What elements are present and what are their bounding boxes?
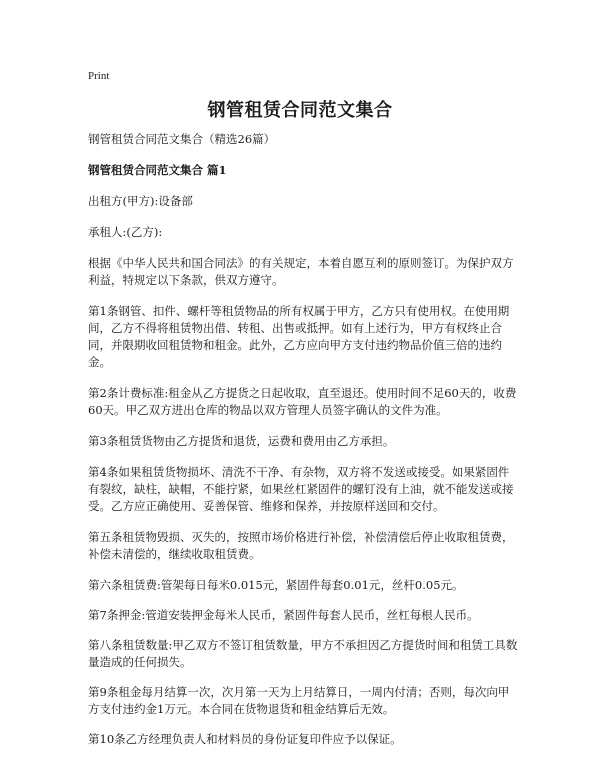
document-subtitle: 钢管租赁合同范文集合（精选26篇）: [88, 132, 276, 146]
section-heading: 钢管租赁合同范文集合 篇1: [88, 163, 227, 177]
paragraph-article-9: 第9条租金每月结算一次，次月第一天为上月结算日，一周内付清；否则，每次向甲方支付违约金1万元。本合同在货物退货和租金结算后无效。: [88, 685, 510, 716]
paragraph-article-6: 第六条租赁费:管架每日每米0.015元，紧固件每套0.01元，丝杆0.05元。: [88, 578, 464, 592]
paragraph-article-4: 第4条如果租赁货物损坏、清洗不干净、有杂物，双方将不发送或接受。如果紧固件有裂纹，缺柱，缺帽，不能拧紧，如果丝杠紧固件的螺钉没有上油，就不能发送或接受。乙方应正确使用、妥善保管、维修和保养，并按原样送回和交付。: [88, 465, 514, 513]
paragraph-preamble: 根据《中华人民共和国合同法》的有关规定，本着自愿互利的原则签订。为保护双方利益，特规定以下条款，供双方遵守。: [88, 256, 514, 287]
paragraph-article-3: 第3条租赁货物由乙方提货和退货，运费和费用由乙方承担。: [88, 434, 395, 448]
paragraph-article-7: 第7条押金:管道安装押金每米人民币，紧固件每套人民币，丝杠每根人民币。: [88, 608, 479, 622]
paragraph-article-8: 第八条租赁数量:甲乙双方不签订租赁数量，甲方不承担因乙方提货时间和租赁工具数量造成的任何损失。: [88, 638, 518, 669]
paragraph-lessor: 出租方(甲方):设备部: [88, 194, 193, 208]
paragraph-article-2: 第2条计费标准:租金从乙方提货之日起收取，直至退还。使用时间不足60天的，收费60天。甲乙双方进出仓库的物品以双方管理人员签字确认的文件为准。: [88, 386, 517, 417]
paragraph-lessee: 承租人:(乙方):: [88, 225, 163, 239]
document-body: [88, 131, 520, 761]
print-label[interactable]: Print: [88, 70, 110, 82]
document-title: 钢管租赁合同范文集合: [207, 100, 393, 121]
paragraph-article-10: 第10条乙方经理负责人和材料员的身份证复印件应予以保证。: [88, 732, 402, 746]
paragraph-article-1: 第1条钢管、扣件、螺杆等租赁物品的所有权属于甲方，乙方只有使用权。在使用期间，乙方不得将租赁物出借、转租、出售或抵押。如有上述行为，甲方有权终止合同，并限期收回租赁物和租金。此外，乙方应向甲方支付违约物品价值三倍的违约金。: [88, 304, 510, 369]
paragraph-article-5: 第五条租赁物毁损、灭失的，按照市场价格进行补偿，补偿清偿后停止收取租赁费，补偿未清偿的，继续收取租赁费。: [88, 530, 514, 561]
